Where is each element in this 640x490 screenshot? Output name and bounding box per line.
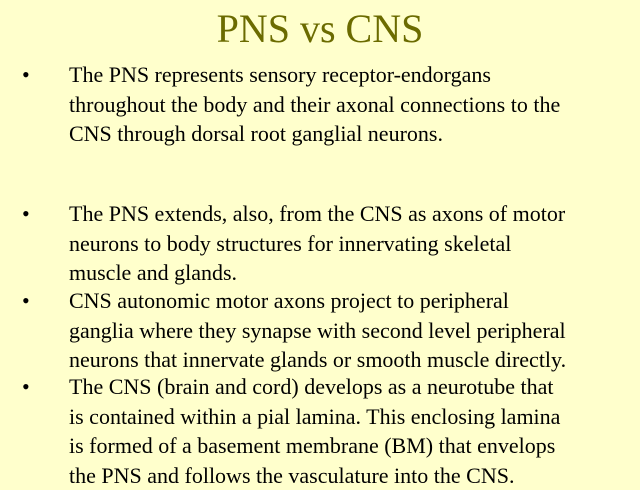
- bullet-icon: •: [22, 201, 30, 226]
- bullet-text: The CNS (brain and cord) develops as a neurotube that is contained within a pial lamina. This enclosing lamina is formed of a basement membrane (BM) that envelops the PNS and follows the vasculature into the CNS.: [69, 374, 561, 488]
- bullet-icon: •: [22, 288, 30, 313]
- slide-title: PNS vs CNS: [216, 6, 424, 51]
- bullet-text: The PNS represents sensory receptor-endorgans throughout the body and their axonal connections to the CNS through dorsal root ganglial neurons.: [69, 62, 561, 146]
- bullet-icon: •: [22, 374, 30, 399]
- bullet-text: CNS autonomic motor axons project to peripheral ganglia where they synapse with second level peripheral neurons that innervate glands or smooth muscle directly.: [69, 288, 567, 372]
- bullet-icon: •: [22, 62, 30, 87]
- bullet-text: The PNS extends, also, from the CNS as axons of motor neurons to body structures for innervating skeletal muscle and glands.: [69, 201, 566, 285]
